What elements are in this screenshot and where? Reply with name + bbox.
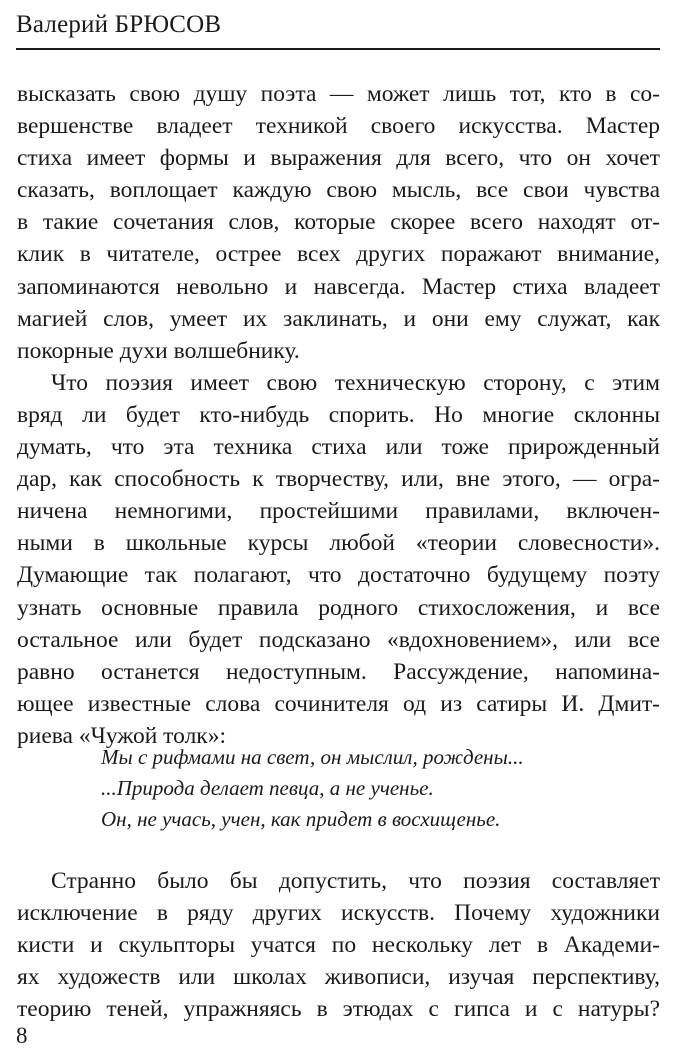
- text-line: покорные духи волшебнику.: [17, 337, 300, 364]
- text-line: остальное или будет подсказано «вдохновением», или все: [17, 626, 660, 653]
- text-line: стиха имеет формы и выражения для всего, что он хочет: [17, 145, 660, 172]
- text-line: риева «Чужой толк»:: [17, 722, 226, 749]
- text-line: равно останется недоступным. Рассуждение, напомина-: [17, 658, 660, 685]
- verse-line: Он, не учась, учен, как придет в восхищенье.: [101, 807, 501, 831]
- text-line: сказать, воплощает каждую свою мысль, все свои чувства: [17, 177, 660, 204]
- text-line: в такие сочетания слов, которые скорее всего находят от-: [17, 209, 660, 236]
- text-line: дар, как способность к творчеству, или, вне этого, — огра-: [17, 466, 660, 493]
- text-line: высказать свою душу поэта — может лишь тот, кто в со-: [17, 81, 660, 107]
- text-line: Странно было бы допустить, что поэзия составляет: [51, 868, 660, 894]
- text-line: думать, что эта техника стиха или тоже прирожденный: [17, 434, 660, 461]
- text-line: запоминаются невольно и навсегда. Мастер стиха владеет: [17, 273, 660, 300]
- text-line: исключение в ряду других искусств. Почему художники: [17, 900, 660, 927]
- text-line: кисти и скульпторы учатся по нескольку лет в Академи-: [17, 932, 660, 959]
- verse-line: Мы с рифмами на свет, он мыслил, рождены...: [101, 745, 524, 769]
- text-line: вряд ли будет кто-нибудь спорить. Но многие склонны: [17, 401, 660, 428]
- text-line: узнать основные правила родного стихосложения, и все: [17, 594, 660, 621]
- text-line: теорию теней, упражняясь в этюдах с гипса и с натуры?: [17, 996, 660, 1023]
- text-line: ными в школьные курсы любой «теории словесности».: [17, 530, 660, 557]
- text-line: вершенстве владеет техникой своего искусства. Мастер: [17, 113, 660, 140]
- text-line: ях художеств или школах живописи, изучая перспективу,: [17, 964, 660, 991]
- running-head-title: Валерий БРЮСОВ: [16, 11, 222, 38]
- text-line: ющее известные слова сочинителя од из сатиры И. Дмит-: [17, 690, 660, 717]
- page-number: 8: [16, 1023, 28, 1048]
- text-line: ничена немногими, простейшими правилами, включен-: [17, 498, 660, 525]
- text-line: Думающие так полагают, что достаточно будущему поэту: [17, 562, 660, 589]
- paragraph-3: [17, 865, 660, 1025]
- verse-quote: [101, 742, 621, 835]
- text-line: Что поэзия имеет свою техническую сторону, с этим: [51, 369, 660, 396]
- paragraph-1-and-2: [17, 78, 660, 752]
- header-rule: [16, 48, 660, 50]
- text-line: клик в читателе, острее всех других поражают внимание,: [17, 241, 660, 268]
- verse-line: ...Природа делает певца, а не ученье.: [101, 776, 434, 800]
- text-line: магией слов, умеет их заклинать, и они ему служат, как: [17, 305, 660, 332]
